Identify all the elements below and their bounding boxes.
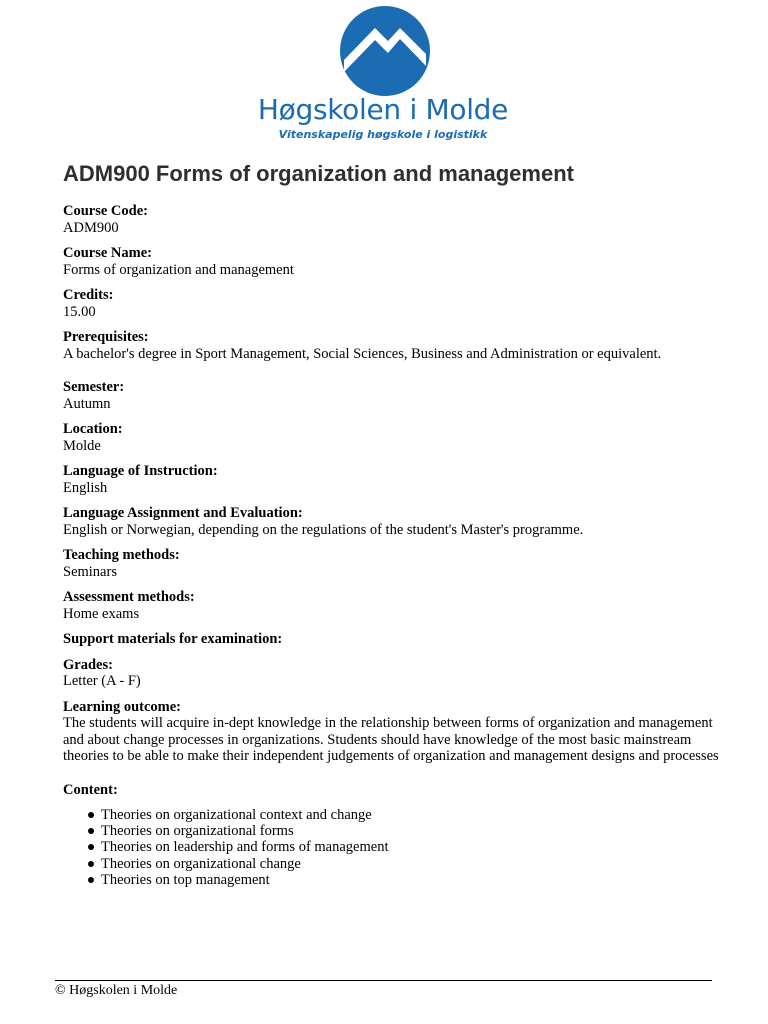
content-list: [63, 807, 723, 888]
field-label: Semester:: [63, 379, 125, 395]
logo-tagline: Vitenskapelig høgskole i logistikk: [278, 128, 488, 141]
list-item: Theories on top management: [79, 872, 723, 888]
field-value: Seminars: [63, 563, 117, 580]
field-value: Molde: [63, 437, 101, 454]
field-value: Letter (A - F): [63, 673, 141, 689]
list-item: Theories on leadership and forms of management: [79, 839, 723, 855]
field-label: Location:: [63, 421, 123, 437]
field-label: Language Assignment and Evaluation:: [63, 505, 303, 521]
field-label: Learning outcome:: [63, 698, 181, 715]
field-location: [63, 421, 723, 454]
field-label: Language of Instruction:: [63, 463, 218, 479]
field-course-code: [63, 203, 723, 236]
field-label: Assessment methods:: [63, 589, 195, 605]
course-details: [63, 203, 723, 897]
field-language-assignment: [63, 505, 723, 538]
field-label: Credits:: [63, 287, 114, 303]
field-value: The students will acquire in-dept knowledge in the relationship between forms of organization and management and about change processes in organizations. Students should have knowledge of the most basic mainstream theories to be able to make their independent judgements of organization and management designs and processes: [63, 715, 719, 764]
list-item: Theories on organizational forms: [79, 823, 723, 839]
mountain-logo-icon: [340, 6, 430, 96]
field-label: Prerequisites:: [63, 329, 149, 345]
field-label: Course Code:: [63, 203, 148, 219]
field-value: ADM900: [63, 219, 119, 236]
field-semester: [63, 379, 723, 412]
logo-name: Høgskolen i Molde: [257, 93, 509, 126]
field-label: Course Name:: [63, 245, 152, 261]
field-label: Content:: [63, 781, 118, 798]
list-item: Theories on organizational context and change: [79, 807, 723, 823]
field-value: A bachelor's degree in Sport Management, Social Sciences, Business and Administration or equivalent.: [63, 345, 662, 362]
field-label: Teaching methods:: [63, 547, 180, 563]
field-value: Forms of organization and management: [63, 261, 294, 278]
field-label: Support materials for examination:: [63, 631, 283, 647]
field-value: English: [63, 479, 108, 496]
field-value: Autumn: [63, 395, 111, 412]
course-title: ADM900 Forms of organization and management: [63, 161, 574, 186]
field-prerequisites: [63, 329, 723, 362]
field-value: Home exams: [63, 605, 140, 622]
field-course-name: [63, 245, 723, 278]
field-content: [63, 782, 723, 889]
field-label: Grades:: [63, 656, 113, 673]
field-teaching-methods: [63, 547, 723, 580]
field-learning-outcome: [63, 699, 723, 765]
field-grades: [63, 657, 723, 690]
list-item: Theories on organizational change: [79, 856, 723, 872]
institution-logo: [248, 6, 518, 146]
field-assessment-methods: [63, 589, 723, 622]
footer-divider: [55, 980, 712, 981]
field-language-of-instruction: [63, 463, 723, 496]
field-value: English or Norwegian, depending on the regulations of the student's Master's programme.: [63, 521, 584, 538]
field-support-materials: [63, 631, 723, 648]
field-value: 15.00: [63, 303, 96, 320]
footer-copyright: © Høgskolen i Molde: [55, 983, 178, 998]
field-credits: [63, 287, 723, 320]
